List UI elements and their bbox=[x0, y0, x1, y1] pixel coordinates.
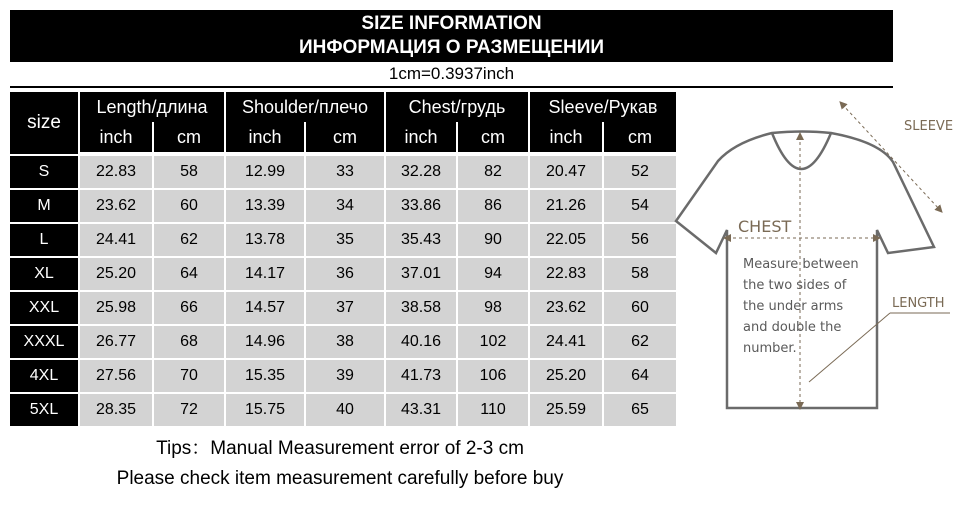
measurement-cell: 60 bbox=[154, 190, 224, 222]
measure-note-line: and double the bbox=[743, 320, 842, 335]
chest-label: CHEST bbox=[738, 217, 792, 236]
measurement-cell: 15.75 bbox=[226, 394, 304, 426]
measurement-cell: 37.01 bbox=[386, 258, 456, 290]
measurement-cell: 24.41 bbox=[530, 326, 602, 358]
unit-header: cm bbox=[306, 122, 384, 152]
measurement-cell: 33 bbox=[306, 156, 384, 188]
measurement-cell: 72 bbox=[154, 394, 224, 426]
size-row-label: M bbox=[10, 190, 78, 222]
measurement-cell: 106 bbox=[458, 360, 528, 392]
title-russian: ИНФОРМАЦИЯ О РАЗМЕЩЕНИИ bbox=[298, 37, 605, 58]
measurement-cell: 35 bbox=[306, 224, 384, 256]
measurement-cell: 82 bbox=[458, 156, 528, 188]
measurement-cell: 38 bbox=[306, 326, 384, 358]
group-header: Chest/грудь bbox=[386, 92, 528, 122]
measurement-cell: 24.41 bbox=[80, 224, 152, 256]
size-row-label: XL bbox=[10, 258, 78, 290]
measurement-cell: 54 bbox=[604, 190, 676, 222]
unit-header: inch bbox=[530, 122, 602, 152]
measurement-cell: 90 bbox=[458, 224, 528, 256]
length-label: LENGTH bbox=[892, 296, 945, 311]
measurement-cell: 25.98 bbox=[80, 292, 152, 324]
measurement-cell: 35.43 bbox=[386, 224, 456, 256]
measurement-cell: 52 bbox=[604, 156, 676, 188]
group-header: Sleeve/Рукав bbox=[530, 92, 676, 122]
measurement-cell: 40 bbox=[306, 394, 384, 426]
measurement-cell: 33.86 bbox=[386, 190, 456, 222]
measurement-cell: 58 bbox=[604, 258, 676, 290]
measurement-cell: 62 bbox=[154, 224, 224, 256]
measurement-cell: 25.20 bbox=[80, 258, 152, 290]
measurement-cell: 20.47 bbox=[530, 156, 602, 188]
measurement-cell: 14.96 bbox=[226, 326, 304, 358]
measurement-cell: 60 bbox=[604, 292, 676, 324]
title-english: SIZE INFORMATION bbox=[361, 13, 542, 34]
measurement-cell: 23.62 bbox=[530, 292, 602, 324]
measurement-cell: 22.83 bbox=[530, 258, 602, 290]
group-header: Length/длина bbox=[80, 92, 224, 122]
measurement-cell: 58 bbox=[154, 156, 224, 188]
tips-line: Tips：Manual Measurement error of 2-3 cm bbox=[156, 438, 524, 459]
measurement-cell: 27.56 bbox=[80, 360, 152, 392]
measurement-cell: 62 bbox=[604, 326, 676, 358]
measurement-cell: 23.62 bbox=[80, 190, 152, 222]
unit-header: cm bbox=[458, 122, 528, 152]
measurement-cell: 12.99 bbox=[226, 156, 304, 188]
measurement-cell: 64 bbox=[604, 360, 676, 392]
size-row-label: 4XL bbox=[10, 360, 78, 392]
measurement-cell: 36 bbox=[306, 258, 384, 290]
size-row-label: XXXL bbox=[10, 326, 78, 358]
size-column-header: size bbox=[10, 92, 78, 154]
unit-conversion: 1cm=0.3937inch bbox=[388, 64, 515, 83]
size-row-label: 5XL bbox=[10, 394, 78, 426]
measurement-cell: 94 bbox=[458, 258, 528, 290]
measure-note-line: Measure between bbox=[743, 257, 859, 272]
check-note: Please check item measurement carefully before buy bbox=[116, 468, 564, 489]
measurement-cell: 66 bbox=[154, 292, 224, 324]
measurement-cell: 15.35 bbox=[226, 360, 304, 392]
measurement-cell: 43.31 bbox=[386, 394, 456, 426]
measurement-cell: 56 bbox=[604, 224, 676, 256]
measurement-cell: 38.58 bbox=[386, 292, 456, 324]
measurement-cell: 28.35 bbox=[80, 394, 152, 426]
measurement-cell: 32.28 bbox=[386, 156, 456, 188]
measurement-cell: 40.16 bbox=[386, 326, 456, 358]
measurement-cell: 14.57 bbox=[226, 292, 304, 324]
unit-header: inch bbox=[386, 122, 456, 152]
measurement-cell: 22.83 bbox=[80, 156, 152, 188]
measurement-cell: 86 bbox=[458, 190, 528, 222]
measurement-cell: 25.59 bbox=[530, 394, 602, 426]
header-divider bbox=[10, 86, 893, 88]
measurement-cell: 22.05 bbox=[530, 224, 602, 256]
measurement-cell: 98 bbox=[458, 292, 528, 324]
measurement-cell: 70 bbox=[154, 360, 224, 392]
measurement-cell: 14.17 bbox=[226, 258, 304, 290]
measurement-cell: 13.39 bbox=[226, 190, 304, 222]
group-header: Shoulder/плечо bbox=[226, 92, 384, 122]
unit-header: inch bbox=[226, 122, 304, 152]
measurement-cell: 37 bbox=[306, 292, 384, 324]
measurement-cell: 39 bbox=[306, 360, 384, 392]
measurement-cell: 110 bbox=[458, 394, 528, 426]
unit-header: cm bbox=[604, 122, 676, 152]
measure-note-line: the two sides of bbox=[743, 278, 847, 293]
unit-header: cm bbox=[154, 122, 224, 152]
measurement-cell: 26.77 bbox=[80, 326, 152, 358]
sleeve-label: SLEEVE bbox=[904, 119, 954, 134]
measurement-cell: 64 bbox=[154, 258, 224, 290]
measurement-cell: 41.73 bbox=[386, 360, 456, 392]
measurement-cell: 21.26 bbox=[530, 190, 602, 222]
measurement-cell: 13.78 bbox=[226, 224, 304, 256]
size-row-label: XXL bbox=[10, 292, 78, 324]
measure-note-line: number. bbox=[743, 341, 797, 356]
size-row-label: S bbox=[10, 156, 78, 188]
measurement-cell: 65 bbox=[604, 394, 676, 426]
size-info-banner bbox=[10, 10, 893, 62]
measurement-cell: 68 bbox=[154, 326, 224, 358]
measure-note-line: the under arms bbox=[743, 299, 844, 314]
tshirt-measurement-diagram bbox=[672, 90, 957, 420]
measurement-cell: 25.20 bbox=[530, 360, 602, 392]
measurement-cell: 34 bbox=[306, 190, 384, 222]
unit-header: inch bbox=[80, 122, 152, 152]
size-row-label: L bbox=[10, 224, 78, 256]
measurement-cell: 102 bbox=[458, 326, 528, 358]
